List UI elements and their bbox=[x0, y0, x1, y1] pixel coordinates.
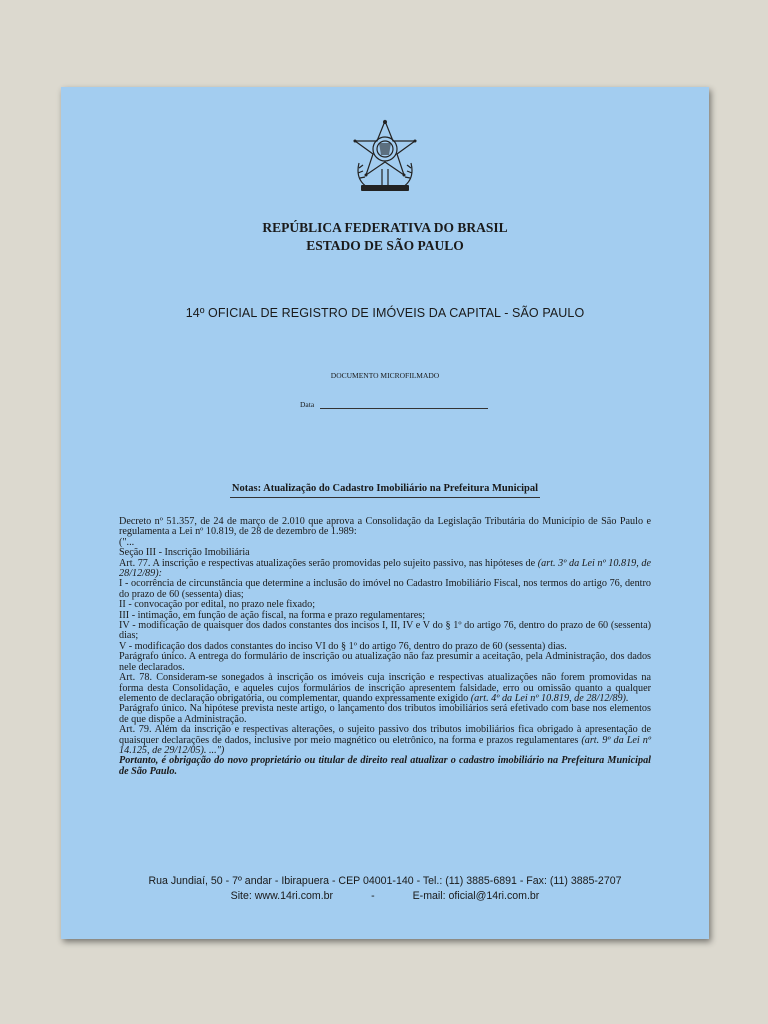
article-78-paragraph: Parágrafo único. Na hipótese prevista neste artigo, o lançamento dos tributos imobiliários será efetivado com base nos elementos de que dispõe a Administração. bbox=[119, 703, 651, 725]
article-77-item-3: III - intimação, em função de ação fiscal, na forma e prazo regulamentares; bbox=[119, 609, 426, 621]
article-78 bbox=[119, 673, 651, 704]
microfilm-stamp: DOCUMENTO MICROFILMADO bbox=[330, 371, 440, 380]
legal-text bbox=[119, 517, 651, 777]
article-78-ref: (art. 4º da Lei nº 10.819, de 28/12/89). bbox=[470, 692, 629, 704]
article-78-text: Art. 78. Consideram-se sonegados à inscrição os imóveis cuja inscrição e respectivas atualizações não forem promovidas na forma desta Consolidação, e aqueles cujos formulários de inscrição apresentem falsidade, erro ou omissão quanto a qualquer elemento de declaração obrigatória, ou complementar, quando expressamente exigido bbox=[119, 672, 651, 704]
footer-site: Site: www.14ri.com.br bbox=[230, 890, 334, 902]
notes-title bbox=[61, 478, 709, 498]
section-heading: Seção III - Inscrição Imobiliária bbox=[119, 547, 250, 559]
footer-separator: - bbox=[371, 890, 375, 902]
footer-email: E-mail: oficial@14ri.com.br bbox=[412, 890, 540, 902]
article-77-item-2: II - convocação por edital, no prazo nele fixado; bbox=[119, 599, 316, 611]
registry-office-title: 14º OFICIAL DE REGISTRO DE IMÓVEIS DA CAPITAL - SÃO PAULO bbox=[185, 306, 585, 320]
decree-intro: Decreto nº 51.357, de 24 de março de 2.010 que aprova a Consolidação da Legislação Tributária do Município de São Paulo e regulamenta a Lei nº 10.819, de 28 de dezembro de 1.989: bbox=[119, 516, 651, 538]
header-country: REPÚBLICA FEDERATIVA DO BRASIL bbox=[262, 220, 508, 235]
brazil-coat-of-arms-icon bbox=[349, 119, 421, 195]
stamp-date-line bbox=[320, 400, 488, 409]
article-77-text: Art. 77. A inscrição e respectivas atualizações serão promovidas pelo sujeito passivo, nas hipóteses de bbox=[119, 557, 536, 569]
notes-title-text: Notas: Atualização do Cadastro Imobiliário na Prefeitura Municipal bbox=[230, 483, 540, 498]
article-77-item-4: IV - modificação de quaisquer dos dados constantes dos incisos I, II, IV e V do § 1º do artigo 76, dentro do prazo de 60 (sessenta) dias; bbox=[119, 620, 651, 642]
conclusion: Portanto, é obrigação do novo proprietário ou titular de direito real atualizar o cadastro imobiliário na Prefeitura Municipal de São Paulo. bbox=[119, 755, 651, 777]
article-77-paragraph: Parágrafo único. A entrega do formulário de inscrição ou atualização não faz presumir a aceitação, pela Administração, dos dados nele declarados. bbox=[119, 651, 651, 673]
article-79 bbox=[119, 725, 651, 756]
article-77-item-1: I - ocorrência de circunstância que determine a inclusão do imóvel no Cadastro Imobiliário Fiscal, nos termos do artigo 76, dentro do prazo de 60 (sessenta) dias; bbox=[119, 578, 651, 600]
footer-contact bbox=[61, 889, 709, 904]
article-79-text: Art. 79. Além da inscrição e respectivas alterações, o sujeito passivo dos tributos imobiliários fica obrigado à apresentação de quaisquer declarações de dados, inclusive por meio magnético ou eletrônico, na forma e prazos regulamentares bbox=[119, 724, 651, 746]
header-state: ESTADO DE SÃO PAULO bbox=[306, 238, 464, 253]
article-77-ref: (art. 3º da Lei nº 10.819, de 28/12/89): bbox=[119, 557, 652, 580]
document-footer bbox=[61, 874, 709, 904]
document-sheet bbox=[61, 87, 709, 939]
article-79-ref: (art. 9º da Lei nº 14.125, de 29/12/05). ...") bbox=[119, 734, 651, 756]
article-77 bbox=[119, 559, 651, 580]
footer-address: Rua Jundiaí, 50 - 7º andar - Ibirapuera - CEP 04001-140 - Tel.: (11) 3885-6891 - Fax: (11) 3885-2707 bbox=[148, 875, 622, 887]
document-header bbox=[61, 219, 709, 255]
stamp-date-label: Data bbox=[300, 400, 315, 409]
article-77-item-5: V - modificação dos dados constantes do inciso VI do § 1º do artigo 76, dentro do prazo de 60 (sessenta) dias. bbox=[119, 640, 567, 652]
open-quote: ("... bbox=[119, 536, 135, 548]
stamp-date-field bbox=[300, 400, 488, 409]
